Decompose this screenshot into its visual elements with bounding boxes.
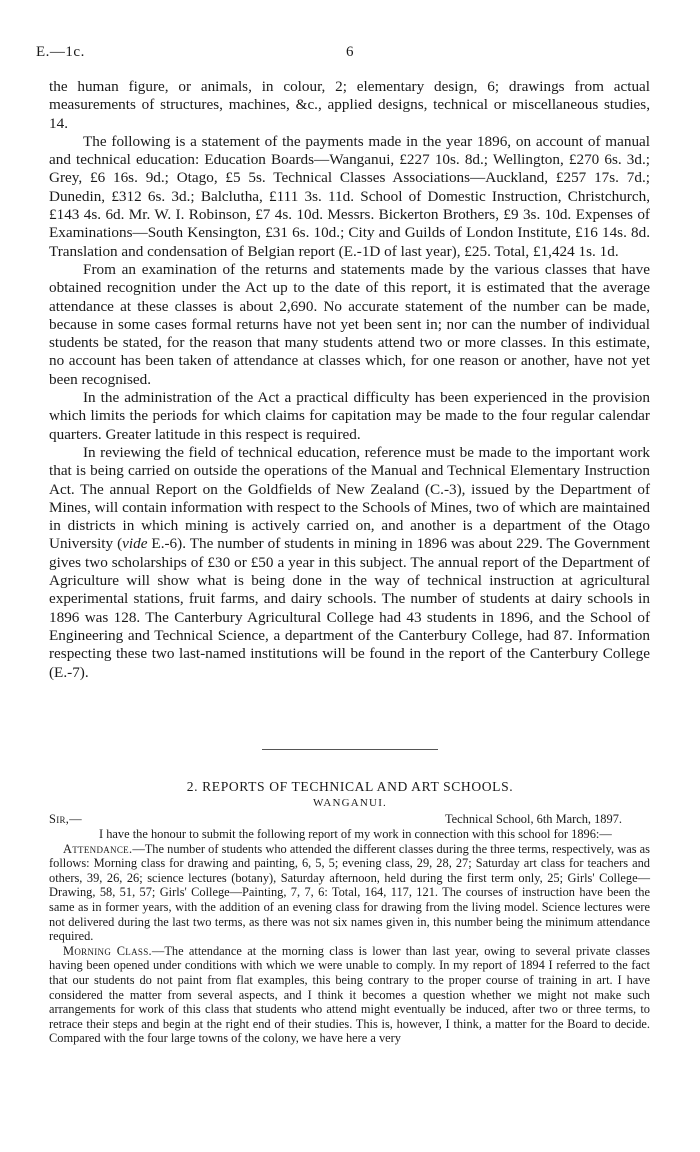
paragraph-technical-education <box>49 444 650 682</box>
letter-attendance-paragraph <box>49 842 650 944</box>
letter-header-line <box>49 812 650 827</box>
section-place: WANGANUI. <box>312 797 388 809</box>
attendance-heading: Attendance. <box>63 841 133 856</box>
paragraph-continuation: the human figure, or animals, in colour, 2; elementary design, 6; drawings from actual measurements of structures, machines, &c., applied designs, technical or miscellaneous studies, 14. <box>49 78 650 132</box>
body-text <box>49 78 650 682</box>
vide-italic: vide <box>122 535 148 553</box>
report-letter <box>49 812 650 1046</box>
letter-salutation: Sir,— <box>49 812 82 826</box>
letter-dateline: Technical School, 6th March, 1897. <box>444 812 622 826</box>
morning-class-heading: Morning Class. <box>63 943 152 958</box>
paragraph-text: E.-6). The number of students in mining in 1896 was about 229. The Government gives two scholarships of £30 or £50 a year in this subject. The annual report of the Department of Agriculture will show what is being done in the way of technical instruction at agricultural experimental stations, fruit farms, and dairy schools. The number of students at dairy schools in 1896 was 128. The Canterbury Agricultural College had 43 students in 1896, and the School of Engineering and Technical Science, a department of the Canterbury College, had 87. Information respecting these two last-named institutions will be found in the report of the Canterbury College (E.-7). <box>49 535 650 681</box>
paragraph-attendance-estimate: From an examination of the returns and statements made by the various classes that have obtained recognition under the Act up to the date of this report, it is estimated that the average attendance at these classes is about 2,690. No accurate statement of the number can be made, because in some cases formal returns have not yet been sent in; nor can the number of individual students be stated, for the reason that many students attend two or more classes. In this estimate, no account has been taken of attendance at classes which, for one reason or another, have not yet been recognised. <box>49 260 650 388</box>
letter-intro: I have the honour to submit the following report of my work in connection with this school for 1896:— <box>99 827 612 841</box>
section-divider <box>262 749 438 750</box>
paragraph-administration: In the administration of the Act a practical difficulty has been experienced in the provision which limits the periods for which claims for capitation may be made to the four regular calendar quarters. Greater latitude in this respect is required. <box>49 389 650 443</box>
paragraph-text: In reviewing the field of technical education, reference must be made to the important work that is being carried on outside the operations of the Manual and Technical Elementary Instruction Act. The annual Report on the Goldfields of New Zealand (C.-3), issued by the Department of Mines, will contain information with respect to the Schools of Mines, two of which are maintained in districts in which mining is actively carried on, and another is a department of the Otago University ( <box>49 443 650 553</box>
document-reference: E.—1c. <box>36 44 85 60</box>
morning-class-text: —The attendance at the morning class is lower than last year, owing to several private classes having been opened under conditions with which we were unable to comply. In my report of 1894 I referred to the fact that our students do not paint from flat examples, this being contrary to the proper course of training in art. I have considered the matter from several aspects, and I think it becomes a question whether we might not make such arrangements for work of this class that students who attend might eventually be induced, after two or three terms, to retrace their steps and begin at the right end of their studies. This is, however, I think, a matter for the Board to decide. Compared with the four large towns of the colony, we have here a very <box>49 943 651 1046</box>
paragraph-payments: The following is a statement of the payments made in the year 1896, on account of manual and technical education: Education Boards—Wanganui, £227 10s. 8d.; Wellington, £270 6s. 3d.; Grey, £6 16s. 9d.; Otago, £5 5s. Technical Classes Associations—Auckland, £257 17s. 7d.; Dunedin, £312 6s. 3d.; Balclutha, £111 3s. 11d. School of Domestic Instruction, Christchurch, £143 4s. 6d. Mr. W. I. Robinson, £7 4s. 10d. Messrs. Bickerton Brothers, £9 3s. 10d. Expenses of Examinations—South Kensington, £31 6s. 10d.; City and Guilds of London Institute, £16 14s. 8d. Translation and condensation of Belgian report (E.-1D of last year), £25. Total, £1,424 1s. 1d. <box>49 132 650 260</box>
page-header <box>36 44 664 64</box>
attendance-text: —The number of students who attended the different classes during the three terms, respectively, was as follows: Morning class for drawing and painting, 6, 5, 5; evening class, 29, 28, 27; Saturday art class for teachers and others, 39, 26, 26; science lectures (botany), Saturday afternoon, held during the first term only, 25; Girls' College—Drawing, 58, 51, 57; Girls' College—Painting, 7, 7, 6: Total, 164, 117, 121. The courses of instruction have been the same as in former years, with the addition of an evening class for drawing from the living model. Science lectures were not delivered during the last two terms, as there was not six names given in, this number being the minimum attendance required. <box>49 841 650 944</box>
section-title: 2. REPORTS OF TECHNICAL AND ART SCHOOLS. <box>186 779 514 794</box>
letter-morning-class-paragraph <box>49 944 650 1046</box>
page-number: 6 <box>346 44 354 60</box>
